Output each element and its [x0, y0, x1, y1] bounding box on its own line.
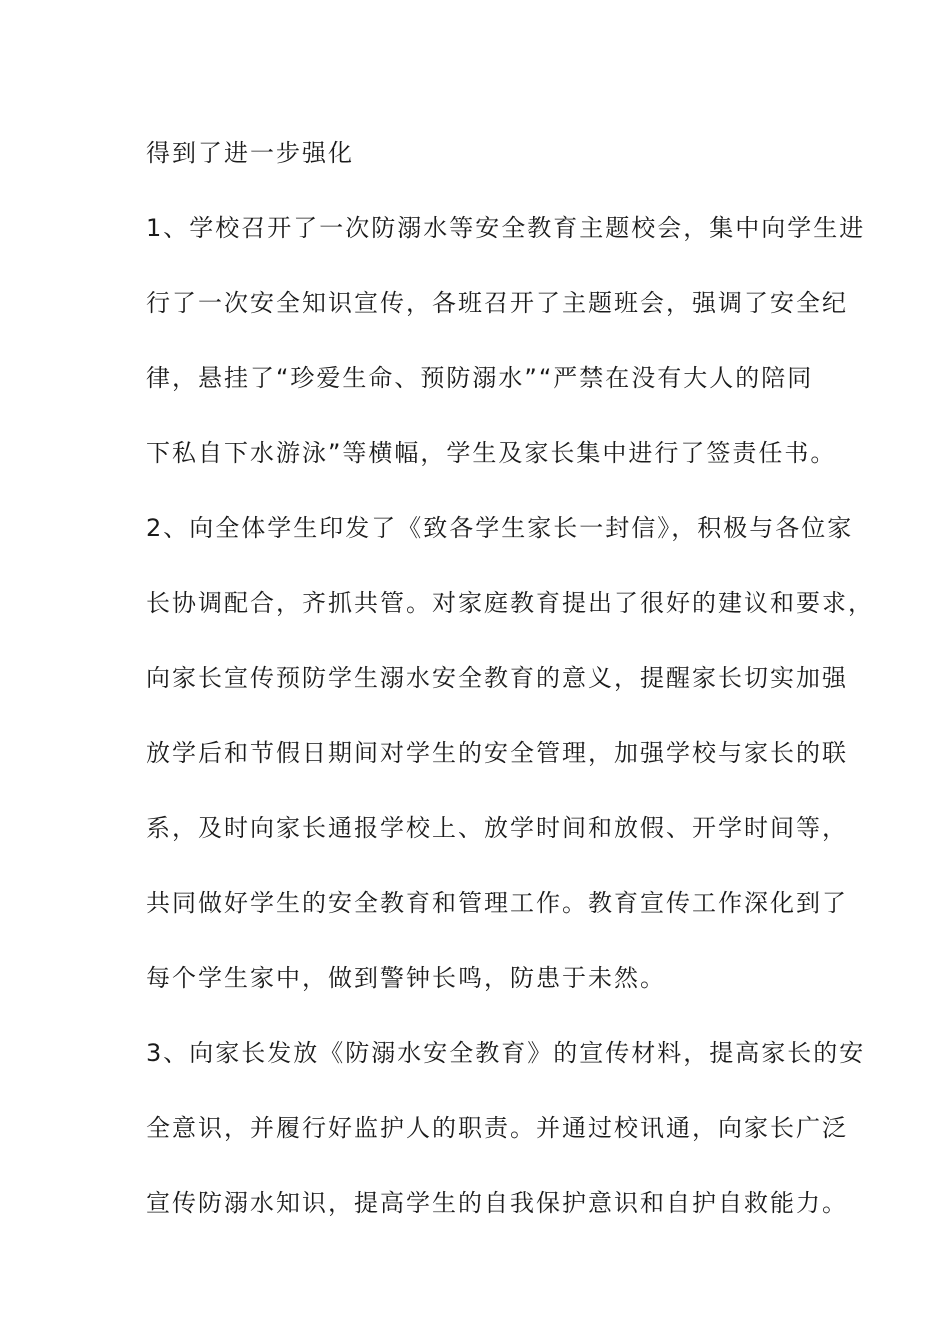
text-line: 放学后和节假日期间对学生的安全管理，加强学校与家长的联	[146, 739, 848, 767]
text-line: 长协调配合，齐抓共管。对家庭教育提出了很好的建议和要求，	[146, 589, 874, 617]
text-line: 每个学生家中，做到警钟长鸣，防患于未然。	[146, 964, 666, 992]
text-line: 1、学校召开了一次防溺水等安全教育主题校会，集中向学生进	[146, 214, 866, 242]
text-line: 向家长宣传预防学生溺水安全教育的意义，提醒家长切实加强	[146, 664, 848, 692]
text-line: 3、向家长发放《防溺水安全教育》的宣传材料，提高家长的安	[146, 1039, 866, 1067]
text-line: 宣传防溺水知识，提高学生的自我保护意识和自护自救能力。	[146, 1189, 848, 1217]
text-line: 共同做好学生的安全教育和管理工作。教育宣传工作深化到了	[146, 889, 848, 917]
text-line: 律，悬挂了“珍爱生命、预防溺水”“严禁在没有大人的陪同	[146, 364, 814, 392]
text-line: 系，及时向家长通报学校上、放学时间和放假、开学时间等，	[146, 814, 848, 842]
text-line: 得到了进一步强化	[146, 139, 354, 167]
body-text	[146, 128, 874, 1253]
text-line: 下私自下水游泳”等横幅，学生及家长集中进行了签责任书。	[146, 439, 837, 467]
text-line: 全意识，并履行好监护人的职责。并通过校讯通，向家长广泛	[146, 1114, 848, 1142]
text-line: 行了一次安全知识宣传，各班召开了主题班会，强调了安全纪	[146, 289, 848, 317]
text-line: 2、向全体学生印发了《致各学生家长一封信》，积极与各位家	[146, 514, 854, 542]
